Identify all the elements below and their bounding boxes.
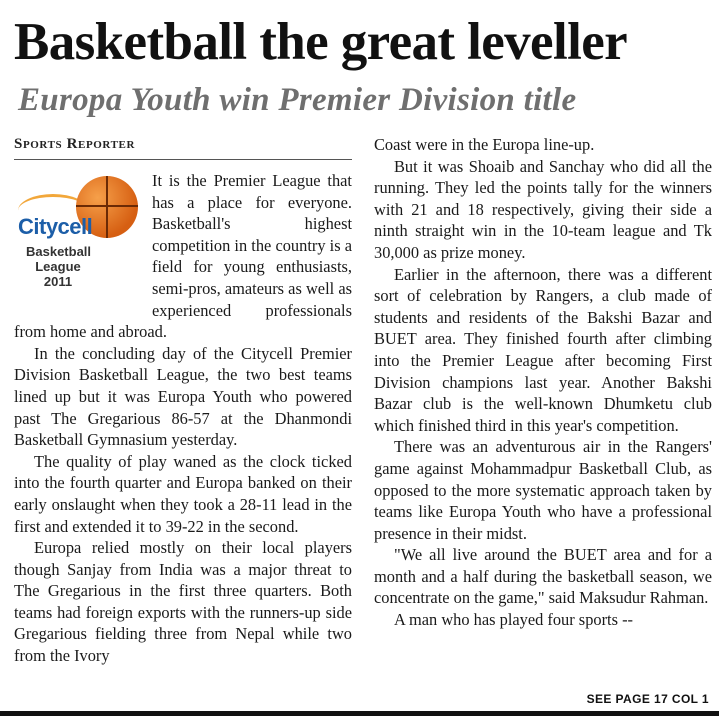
article-column-left: [14, 170, 352, 667]
paragraph: Europa relied mostly on their local players though Sanjay from India was a major threat to The Gregarious in the first three quarters. Both teams had foreign exports with the runners-up side Gregarious fielding three from Nepal while two from the Ivory: [14, 538, 352, 666]
logo-subtitle: Basketball League 2011: [26, 244, 92, 289]
paragraph: But it was Shoaib and Sanchay who did all the running. They led the points tally for the winners with 21 and 18 respectively, giving their side a ninth straight win in the 10-team league and Tk 30,000 as prize money.: [374, 156, 712, 262]
paragraph: A man who has played four sports --: [394, 610, 633, 630]
article-column-right: [374, 134, 712, 631]
headline: Basketball the great leveller: [14, 13, 628, 71]
paragraph: There was an adventurous air in the Rangers' game against Mohammadpur Basketball Club, as opposed to the more systematic approach taken by teams like Europa Youth who have a professional presence in their midst.: [374, 437, 712, 543]
citycell-basketball-league-logo: [14, 172, 142, 300]
paragraph: In the concluding day of the Citycell Premier Division Basketball League, the two best teams lined up but it was Europa Youth who powered past The Gregarious 86-57 at the Dhanmondi Basketball Gymnasium yesterday.: [14, 343, 352, 450]
subheadline: Europa Youth win Premier Division title: [18, 82, 577, 118]
paragraph: It is the Premier League that has a place for everyone. Basketball's highest competition in the country is a field for young enthusiasts, semi-pros, amateurs as well as experienced professionals from home and abroad.: [14, 171, 352, 342]
logo-brand: Citycell: [18, 214, 93, 239]
continued-on-page-link[interactable]: SEE PAGE 17 COL 1: [586, 692, 709, 706]
paragraph: "We all live around the BUET area and for a month and a half during the basketball season, we concentrate on the game," said Maksudur Rahman.: [374, 545, 712, 608]
bottom-rule: [0, 711, 719, 716]
paragraph: The quality of play waned as the clock ticked into the fourth quarter and Europa banked on their early onslaught when they took a 28-11 lead in the first and extended it to 39-22 in the second.: [14, 451, 352, 536]
paragraph: Earlier in the afternoon, there was a different sort of celebration by Rangers, a club made of students and residents of the Bakshi Bazar and BUET area. They finished fourth after climbing into the Premier League after becoming First Division champions last year. Another Bakshi Bazar club is the well-known Dhumketu club which finished third in this year's competition.: [374, 264, 712, 435]
byline: Sports Reporter: [14, 136, 352, 160]
paragraph: Coast were in the Europa line-up.: [374, 135, 595, 154]
